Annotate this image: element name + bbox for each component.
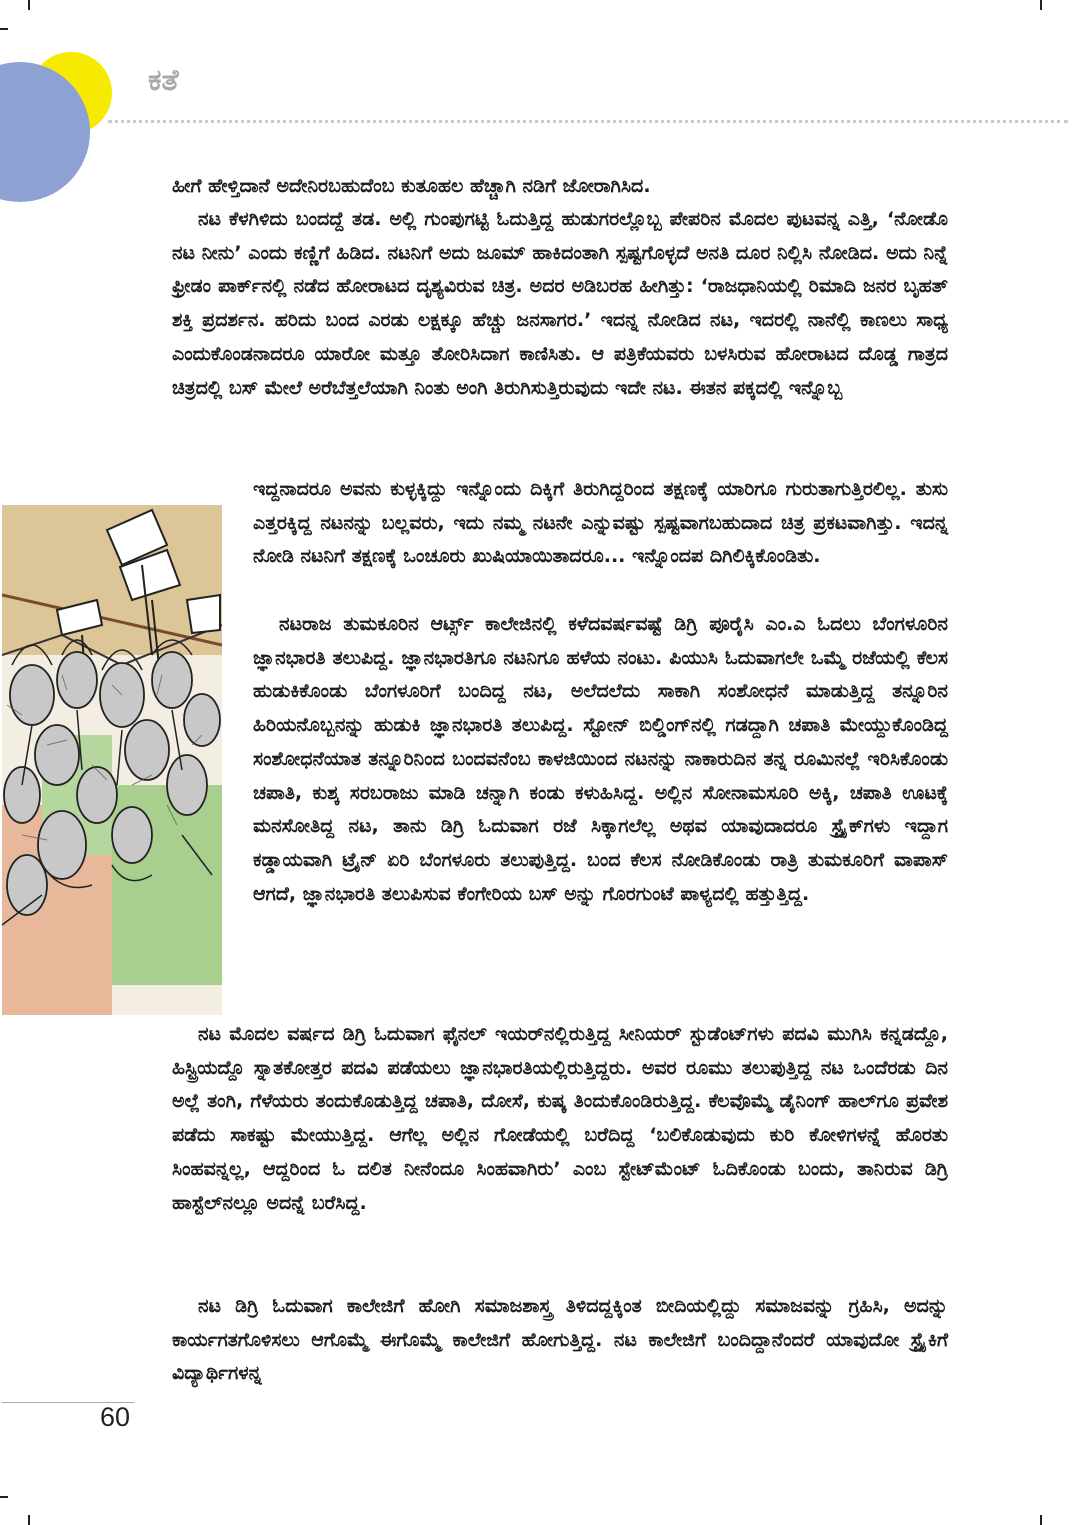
page-number: 60 <box>100 1402 131 1432</box>
crop-mark-bottom-right <box>1040 1515 1042 1525</box>
protest-crowd-illustration <box>2 505 222 1015</box>
paragraph-6: ನಟ ಡಿಗ್ರಿ ಓದುವಾಗ ಕಾಲೇಜಿಗೆ ಹೋಗಿ ಸಮಾಜಶಾಸ್ತ್ರ ತಿಳಿದದ್ದಕ್ಕಿಂತ ಬೀದಿಯಲ್ಲಿದ್ದು ಸಮಾಜವನ್ನು ಗ್ರಹಿಸಿ, ಅದನ್ನು ಕಾರ್ಯಗತಗೊಳಿಸಲು ಆಗೊಮ್ಮೆ ಈಗೊಮ್ಮೆ ಕಾಲೇಜಿಗೆ ಹೋಗುತ್ತಿದ್ದ. ನಟ ಕಾಲೇಜಿಗೆ ಬಂದಿದ್ದಾನೆಂದರೆ ಯಾವುದೋ ಸ್ಟ್ರೈಕಿಗೆ ವಿದ್ಯಾರ್ಥಿಗಳನ್ನ <box>172 1295 948 1385</box>
paragraph-4: ನಟರಾಜ ತುಮಕೂರಿನ ಆರ್ಟ್ಸ್ ಕಾಲೇಜಿನಲ್ಲಿ ಕಳೆದವರ್ಷವಷ್ಟೆ ಡಿಗ್ರಿ ಪೂರೈಸಿ ಎಂ.ಎ ಓದಲು ಬೆಂಗಳೂರಿನ ಜ್ಞಾನಭಾರತಿ ತಲುಪಿದ್ದ. ಜ್ಞಾನಭಾರತಿಗೂ ನಟನಿಗೂ ಹಳೆಯ ನಂಟು. ಪಿಯುಸಿ ಓದುವಾಗಲೇ ಒಮ್ಮೆ ರಜೆಯಲ್ಲಿ ಕೆಲಸ ಹುಡುಕಿಕೊಂಡು ಬೆಂಗಳೂರಿಗೆ ಬಂದಿದ್ದ ನಟ, ಅಲೆದಲೆದು ಸಾಕಾಗಿ ಸಂಶೋಧನೆ ಮಾಡುತ್ತಿದ್ದ ತನ್ನೂರಿನ ಹಿರಿಯನೊಬ್ಬನನ್ನು ಹುಡುಕಿ ಜ್ಞಾನಭಾರತಿ ತಲುಪಿದ್ದ. ಸ್ಟೋನ್ ಬಿಲ್ಡಿಂಗ್‌ನಲ್ಲಿ ಗಡದ್ದಾಗಿ ಚಪಾತಿ ಮೇಯ್ದುಕೊಂಡಿದ್ದ ಸಂಶೋಧನೆಯಾತ ತನ್ನೂರಿನಿಂದ ಬಂದವನೆಂಬ ಕಾಳಜಿಯಿಂದ ನಟನನ್ನು ನಾಕಾರುದಿನ ತನ್ನ ರೂಮಿನಲ್ಲೆ ಇರಿಸಿಕೊಂಡು ಚಪಾತಿ, ಕುಶ್ಕ ಸರಬರಾಜು ಮಾಡಿ ಚನ್ನಾಗಿ ಕಂಡು ಕಳುಹಿಸಿದ್ದ. ಅಲ್ಲಿನ ಸೋನಾಮಸೂರಿ ಅಕ್ಕಿ, ಚಪಾತಿ ಊಟಕ್ಕೆ ಮನಸೋತಿದ್ದ ನಟ, ತಾನು ಡಿಗ್ರಿ ಓದುವಾಗ ರಜೆ ಸಿಕ್ಕಾಗಲೆಲ್ಲ ಅಥವ ಯಾವುದಾದರೂ ಸ್ಟ್ರೈಕ್‌ಗಳು ಇದ್ದಾಗ ಕಡ್ಡಾಯವಾಗಿ ಟ್ರೈನ್ ಏರಿ ಬೆಂಗಳೂರು ತಲುಪುತ್ತಿದ್ದ. ಬಂದ ಕೆಲಸ ನೋಡಿಕೊಂಡು ರಾತ್ರಿ ತುಮಕೂರಿಗೆ ವಾಪಾಸ್ ಆಗದೆ, ಜ್ಞಾನಭಾರತಿ ತಲುಪಿಸುವ ಕೆಂಗೇರಿಯ ಬಸ್ ಅನ್ನು ಗೊರಗುಂಟೆ ಪಾಳ್ಯದಲ್ಲಿ ಹತ್ತುತ್ತಿದ್ದ. <box>253 613 948 905</box>
dotted-divider <box>108 120 1068 123</box>
paragraph-3: ಇದ್ದನಾದರೂ ಅವನು ಕುಳ್ಳಕ್ಕಿದ್ದು ಇನ್ನೊಂದು ದಿಕ್ಕಿಗೆ ತಿರುಗಿದ್ದರಿಂದ ತಕ್ಷಣಕ್ಕೆ ಯಾರಿಗೂ ಗುರುತಾಗುತ್ತಿರಲಿಲ್ಲ. ತುಸು ಎತ್ತರಕ್ಕಿದ್ದ ನಟನನ್ನು ಬಲ್ಲವರು, ಇದು ನಮ್ಮ ನಟನೇ ಎನ್ನುವಷ್ಟು ಸ್ಪಷ್ಟವಾಗಬಹುದಾದ ಚಿತ್ರ ಪ್ರಕಟವಾಗಿತ್ತು. ಇದನ್ನ ನೋಡಿ ನಟನಿಗೆ ತಕ್ಷಣಕ್ಕೆ ಒಂಚೂರು ಖುಷಿಯಾಯಿತಾದರೂ... ಇನ್ನೊಂದಪ ದಿಗಿಲಿಕ್ಕಿಕೊಂಡಿತು. <box>253 478 948 568</box>
section-title: ಕತೆ <box>148 63 179 98</box>
crop-mark-bottom-left <box>28 1515 30 1525</box>
paragraph-2: ನಟ ಕೆಳಗಿಳಿದು ಬಂದದ್ದೆ ತಡ. ಅಲ್ಲಿ ಗುಂಪುಗಟ್ಟಿ ಓದುತ್ತಿದ್ದ ಹುಡುಗರಲ್ಲೊಬ್ಬ ಪೇಪರಿನ ಮೊದಲ ಪುಟವನ್ನ ಎತ್ತಿ, ‘ನೋಡೊ ನಟ ನೀನು’ ಎಂದು ಕಣ್ಣಿಗೆ ಹಿಡಿದ. ನಟನಿಗೆ ಅದು ಜೂಮ್ ಹಾಕಿದಂತಾಗಿ ಸ್ಪಷ್ಟಗೊಳ್ಳದೆ ಅನತಿ ದೂರ ನಿಲ್ಲಿಸಿ ನೋಡಿದ. ಅದು ನಿನ್ನೆ ಫ್ರೀಡಂ ಪಾರ್ಕ್‌ನಲ್ಲಿ ನಡೆದ ಹೋರಾಟದ ದೃಶ್ಯವಿರುವ ಚಿತ್ರ. ಅದರ ಅಡಿಬರಹ ಹೀಗಿತ್ತು: ‘ರಾಜಧಾನಿಯಲ್ಲಿ ರಿಮಾದಿ ಜನರ ಬೃಹತ್ ಶಕ್ತಿ ಪ್ರದರ್ಶನ. ಹರಿದು ಬಂದ ಎರಡು ಲಕ್ಷಕ್ಕೂ ಹೆಚ್ಚು ಜನಸಾಗರ.’ ಇದನ್ನ ನೋಡಿದ ನಟ, ಇದರಲ್ಲಿ ನಾನೆಲ್ಲಿ ಕಾಣಲು ಸಾಧ್ಯ ಎಂದುಕೊಂಡನಾದರೂ ಯಾರೋ ಮತ್ತೂ ತೋರಿಸಿದಾಗ ಕಾಣಿಸಿತು. ಆ ಪತ್ರಿಕೆಯವರು ಬಳಸಿರುವ ಹೋರಾಟದ ದೊಡ್ಡ ಗಾತ್ರದ ಚಿತ್ರದಲ್ಲಿ ಬಸ್ ಮೇಲೆ ಅರೆಬೆತ್ತಲೆಯಾಗಿ ನಿಂತು ಅಂಗಿ ತಿರುಗಿಸುತ್ತಿರುವುದು ಇದೇ ನಟ. ಈತನ ಪಕ್ಕದಲ್ಲಿ ಇನ್ನೊಬ್ಬ <box>172 208 948 399</box>
crop-mark-left-top <box>0 28 8 30</box>
paragraph-1: ಹೀಗೆ ಹೇಳ್ತಿದಾನೆ ಅದೇನಿರಬಹುದೆಂಬ ಕುತೂಹಲ ಹೆಚ್ಚಾಗಿ ನಡಿಗೆ ಜೋರಾಗಿಸಿದ. <box>172 175 651 197</box>
paragraph-5: ನಟ ಮೊದಲ ವರ್ಷದ ಡಿಗ್ರಿ ಓದುವಾಗ ಫೈನಲ್ ಇಯರ್‌ನಲ್ಲಿರುತ್ತಿದ್ದ ಸೀನಿಯರ್ ಸ್ಟುಡೆಂಟ್‌ಗಳು ಪದವಿ ಮುಗಿಸಿ ಕನ್ನಡದ್ದೊ, ಹಿಸ್ಟ್ರಿಯದ್ದೊ ಸ್ನಾತಕೋತ್ತರ ಪದವಿ ಪಡೆಯಲು ಜ್ಞಾನಭಾರತಿಯಲ್ಲಿರುತ್ತಿದ್ದರು. ಅವರ ರೂಮು ತಲುಪುತ್ತಿದ್ದ ನಟ ಒಂದೆರಡು ದಿನ ಅಲ್ಲೆ ತಂಗಿ, ಗೆಳೆಯರು ತಂದುಕೊಡುತ್ತಿದ್ದ ಚಪಾತಿ, ದೋಸೆ, ಕುಷ್ಕ ತಿಂದುಕೊಂಡಿರುತ್ತಿದ್ದ. ಕೆಲವೊಮ್ಮೆ ಡೈನಿಂಗ್ ಹಾಲ್‌ಗೂ ಪ್ರವೇಶ ಪಡೆದು ಸಾಕಷ್ಟು ಮೇಯುತ್ತಿದ್ದ. ಆಗೆಲ್ಲ ಅಲ್ಲಿನ ಗೋಡೆಯಲ್ಲಿ ಬರೆದಿದ್ದ ‘ಬಲಿಕೊಡುವುದು ಕುರಿ ಕೋಳಿಗಳನ್ನೆ ಹೊರತು ಸಿಂಹವನ್ನಲ್ಲ, ಆದ್ದರಿಂದ ಓ ದಲಿತ ನೀನೆಂದೂ ಸಿಂಹವಾಗಿರು’ ಎಂಬ ಸ್ಟೇಟ್‌ಮೆಂಟ್ ಓದಿಕೊಂಡು ಬಂದು, ತಾನಿರುವ ಡಿಗ್ರಿ ಹಾಸ್ಟೆಲ್‌ನಲ್ಲೂ ಅದನ್ನೆ ಬರೆಸಿದ್ದ. <box>172 1023 948 1214</box>
crop-mark-top-right <box>1040 0 1042 10</box>
crop-mark-left-bottom <box>0 1496 8 1498</box>
crop-mark-top-left <box>28 0 30 10</box>
